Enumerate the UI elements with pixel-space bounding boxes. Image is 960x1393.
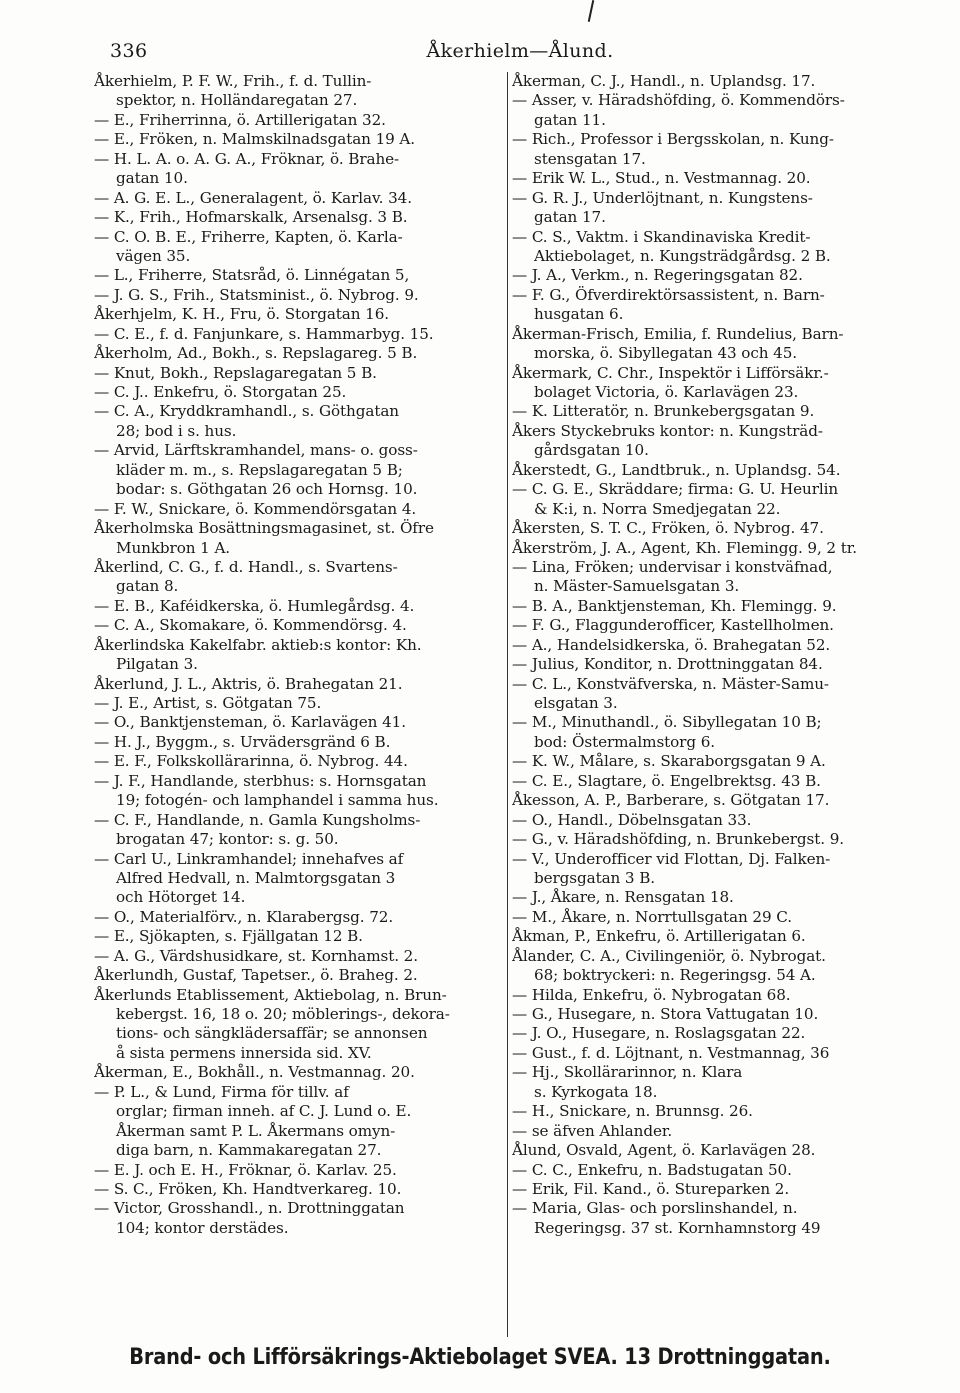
directory-entry-line: Åkerman-Frisch, Emilia, f. Rundelius, Barn-	[512, 324, 844, 343]
directory-entry-line: brogatan 47; kontor: s. g. 50.	[116, 830, 339, 849]
footer-advertisement: Brand- och Lifförsäkrings-Aktiebolaget SVEA. 13 Drottninggatan.	[129, 1345, 831, 1370]
directory-entry-line: Ålund, Osvald, Agent, ö. Karlavägen 28.	[512, 1141, 816, 1160]
directory-entry-line: Åkman, P., Enkefru, ö. Artillerigatan 6.	[512, 927, 806, 946]
directory-entry-line: — L., Friherre, Statsråd, ö. Linnégatan 5,	[94, 266, 410, 285]
directory-entry-line: morska, ö. Sibyllegatan 43 och 45.	[534, 344, 798, 363]
directory-entry-line: Munkbron 1 A.	[116, 538, 231, 557]
directory-entry-line: Åkerman, E., Bokhåll., n. Vestmannag. 20.	[94, 1063, 415, 1082]
directory-entry-line: Åkerholm, Ad., Bokh., s. Repslagareg. 5 B.	[94, 344, 418, 363]
directory-entry-line: — J. E., Artist, s. Götgatan 75.	[94, 694, 322, 712]
directory-entry-line: Åkers Styckebruks kontor: n. Kungsträd-	[512, 421, 823, 440]
directory-entry-line: — O., Materialförv., n. Klarabergsg. 72.	[94, 907, 394, 926]
directory-entry-line: — C. A., Skomakare, ö. Kommendörsg. 4.	[94, 616, 407, 635]
directory-entry-line: — Hilda, Enkefru, ö. Nybrogatan 68.	[512, 985, 791, 1004]
directory-entry-line: — E., Fröken, n. Malmskilnadsgatan 19 A.	[94, 130, 416, 149]
directory-entry-line: och Hötorget 14.	[116, 888, 246, 907]
directory-entry-line: Åkerlunds Etablissement, Aktiebolag, n. Brun-	[94, 985, 447, 1004]
directory-entry-line: stensgatan 17.	[534, 149, 646, 168]
top-margin-mark	[0, 0, 960, 30]
directory-entry-line: — A. G., Värdshusidkare, st. Kornhamst. 2.	[94, 946, 418, 965]
directory-entry-line: — F. G., Flaggunderofficer, Kastellholmen.	[512, 616, 834, 635]
directory-entry-line: 28; bod i s. hus.	[116, 421, 237, 440]
directory-entry-line: — G. R. J., Underlöjtnant, n. Kungstens-	[512, 188, 813, 207]
directory-entry-line: — J., Åkare, n. Rensgatan 18.	[512, 888, 734, 907]
directory-entry-line: — E., Friherrinna, ö. Artillerigatan 32.	[94, 110, 386, 129]
directory-entry-line: Åkerman, C. J., Handl., n. Uplandsg. 17.	[512, 72, 816, 90]
directory-entry-line: tions- och sängklädersaffär; se annonsen	[116, 1024, 428, 1043]
directory-entry-line: Åkerlindska Kakelfabr. aktieb:s kontor: Kh.	[94, 635, 422, 654]
directory-entry-line: husgatan 6.	[534, 305, 624, 324]
directory-entry-line: Åkersten, S. T. C., Fröken, ö. Nybrog. 47.	[512, 519, 824, 538]
directory-entry-line: — O., Banktjensteman, ö. Karlavägen 41.	[94, 713, 406, 732]
left-column	[94, 72, 498, 1238]
directory-entry-line: — E., Sjökapten, s. Fjällgatan 12 B.	[94, 927, 363, 946]
directory-entry-line: Ålander, C. A., Civilingeniör, ö. Nybrogat.	[512, 946, 826, 965]
directory-entry-line: — C. G. E., Skräddare; firma: G. U. Heurlin	[512, 480, 839, 499]
directory-entry-line: — A., Handelsidkerska, ö. Brahegatan 52.	[512, 635, 831, 654]
directory-entry-line: å sista permens innersida sid. XV.	[116, 1043, 372, 1062]
page-number: 336	[110, 40, 148, 62]
directory-entry-line: n. Mäster-Samuelsgatan 3.	[534, 577, 740, 596]
directory-entry-line: Regeringsg. 37 st. Kornhamnstorg 49	[534, 1218, 821, 1237]
directory-entry-line: 104; kontor derstädes.	[116, 1218, 289, 1237]
directory-entry-line: — J. G. S., Frih., Statsminist., ö. Nybrog. 9.	[94, 285, 419, 304]
directory-entry-line: — H. J., Byggm., s. Urvädersgränd 6 B.	[94, 732, 391, 751]
directory-entry-line: — S. C., Fröken, Kh. Handtverkareg. 10.	[94, 1179, 402, 1198]
directory-entry-line: — se äfven Ahlander.	[512, 1121, 673, 1140]
directory-entry-line: — Gust., f. d. Löjtnant, n. Vestmannag, 36	[512, 1043, 830, 1062]
directory-entry-line: Åkerhielm, P. F. W., Frih., f. d. Tullin-	[94, 72, 372, 90]
directory-entry-line: Pilgatan 3.	[116, 655, 198, 674]
directory-entry-line: gatan 10.	[116, 169, 188, 188]
directory-entry-line: — A. G. E. L., Generalagent, ö. Karlav. 34.	[94, 188, 412, 207]
directory-entry-line: Åkerlund, J. L., Aktris, ö. Brahegatan 21.	[94, 674, 403, 693]
directory-entry-line: Åkerstedt, G., Landtbruk., n. Uplandsg. 54.	[512, 460, 841, 479]
directory-entry-line: — J. F., Handlande, sterbhus: s. Hornsgatan	[94, 771, 427, 790]
directory-entry-line: s. Kyrkogata 18.	[534, 1082, 658, 1101]
directory-entry-line: orglar; firman inneh. af C. J. Lund o. E.	[116, 1102, 412, 1121]
directory-entry-line: — G., Husegare, n. Stora Vattugatan 10.	[512, 1005, 819, 1023]
directory-entry-line: — E. J. och E. H., Fröknar, ö. Karlav. 25.	[94, 1160, 397, 1179]
directory-entry-line: — Hj., Skollärarinnor, n. Klara	[512, 1063, 743, 1082]
directory-entry-line: Åkerström, J. A., Agent, Kh. Flemingg. 9, 2 tr.	[512, 538, 857, 557]
page-title: Åkerhielm—Ålund.	[426, 40, 614, 62]
directory-entry-line: — H., Snickare, n. Brunnsg. 26.	[512, 1102, 753, 1121]
directory-columns	[94, 72, 930, 1340]
directory-entry-line: — O., Handl., Döbelnsgatan 33.	[512, 810, 752, 829]
directory-entry-line: — K. W., Målare, s. Skaraborgsgatan 9 A.	[512, 752, 826, 771]
directory-entry-line: — Carl U., Linkramhandel; innehafves af	[94, 849, 404, 868]
directory-entry-line: — Erik W. L., Stud., n. Vestmannag. 20.	[512, 169, 811, 188]
directory-entry-line: Åkerholmska Bosättningsmagasinet, st. Öfre	[94, 519, 434, 538]
directory-entry-line: — E. B., Kaféidkerska, ö. Humlegårdsg. 4.	[94, 596, 415, 615]
directory-entry-line: spektor, n. Holländaregatan 27.	[116, 91, 358, 110]
directory-entry-line: vägen 35.	[116, 246, 191, 265]
directory-entry-line: — F. W., Snickare, ö. Kommendörsgatan 4.	[94, 499, 417, 518]
directory-entry-line: — H. L. A. o. A. G. A., Fröknar, ö. Brahe-	[94, 149, 400, 168]
directory-entry-line: — Rich., Professor i Bergsskolan, n. Kung-	[512, 130, 834, 149]
directory-entry-line: Åkerman samt P. L. Åkermans omyn-	[116, 1121, 396, 1140]
directory-entry-line: — E. F., Folkskollärarinna, ö. Nybrog. 44.	[94, 752, 408, 771]
directory-entry-line: — K. Litteratör, n. Brunkebergsgatan 9.	[512, 402, 815, 421]
directory-entry-line: — Erik, Fil. Kand., ö. Stureparken 2.	[512, 1179, 790, 1198]
directory-entry-line: Åkerhjelm, K. H., Fru, ö. Storgatan 16.	[94, 305, 390, 324]
directory-entry-line: — C. E., f. d. Fanjunkare, s. Hammarbyg. 15.	[94, 324, 434, 343]
directory-entry-line: — C. A., Kryddkramhandl., s. Göthgatan	[94, 402, 399, 421]
directory-entry-line: — G., v. Häradshöfding, n. Brunkebergst. 9.	[512, 830, 844, 849]
directory-entry-line: bolaget Victoria, ö. Karlavägen 23.	[534, 383, 799, 401]
directory-entry-line: — P. L., & Lund, Firma för tillv. af	[94, 1082, 349, 1101]
directory-entry-line: — C. F., Handlande, n. Gamla Kungsholms-	[94, 810, 421, 829]
directory-entry-line: — M., Minuthandl., ö. Sibyllegatan 10 B;	[512, 713, 822, 732]
directory-entry-line: elsgatan 3.	[534, 694, 618, 712]
right-column	[512, 72, 932, 1238]
directory-entry-line: gatan 11.	[534, 110, 606, 129]
directory-entry-line: kebergst. 16, 18 o. 20; möblerings-, dekora-	[116, 1005, 450, 1023]
directory-entry-line: & K:i, n. Norra Smedjegatan 22.	[534, 499, 781, 518]
directory-entry-line: — V., Underofficer vid Flottan, Dj. Falken-	[512, 849, 831, 868]
directory-entry-line: bergsgatan 3 B.	[534, 868, 656, 887]
directory-entry-line: — Julius, Konditor, n. Drottninggatan 84.	[512, 655, 823, 674]
directory-entry-line: 68; boktryckeri: n. Regeringsg. 54 A.	[534, 966, 816, 985]
directory-entry-line: — C. S., Vaktm. i Skandinaviska Kredit-	[512, 227, 811, 246]
directory-entry-line: — Maria, Glas- och porslinshandel, n.	[512, 1199, 798, 1218]
directory-entry-line: — Knut, Bokh., Repslagaregatan 5 B.	[94, 363, 377, 382]
directory-entry-line: — Victor, Grosshandl., n. Drottninggatan	[94, 1199, 405, 1218]
directory-entry-line: gatan 8.	[116, 577, 179, 596]
directory-entry-line: — Arvid, Lärftskramhandel, mans- o. goss-	[94, 441, 418, 460]
directory-entry-line: — K., Frih., Hofmarskalk, Arsenalsg. 3 B.	[94, 208, 408, 227]
directory-entry-line: — B. A., Banktjensteman, Kh. Flemingg. 9.	[512, 596, 837, 615]
directory-entry-line: — C. E., Slagtare, ö. Engelbrektsg. 43 B.	[512, 771, 821, 790]
directory-entry-line: Åkerlundh, Gustaf, Tapetser., ö. Braheg. 2.	[94, 966, 418, 985]
directory-entry-line: — M., Åkare, n. Norrtullsgatan 29 C.	[512, 907, 792, 926]
ink-stroke	[588, 0, 595, 22]
directory-entry-line: Åkesson, A. P., Barberare, s. Götgatan 17.	[512, 791, 830, 810]
directory-entry-line: — F. G., Öfverdirektörsassistent, n. Barn-	[512, 285, 825, 304]
page-header	[110, 40, 930, 64]
directory-entry-line: Åkermark, C. Chr., Inspektör i Lifförsäkr.-	[512, 363, 829, 382]
directory-entry-line: 19; fotogén- och lamphandel i samma hus.	[116, 791, 439, 810]
directory-entry-line: — J. O., Husegare, n. Roslagsgatan 22.	[512, 1024, 806, 1043]
directory-entry-line: kläder m. m., s. Repslagaregatan 5 B;	[116, 460, 403, 479]
directory-entry-line: bod: Östermalmstorg 6.	[534, 732, 715, 751]
directory-entry-line: diga barn, n. Kammakaregatan 27.	[116, 1141, 382, 1160]
directory-entry-line: gårdsgatan 10.	[534, 441, 649, 460]
directory-entry-line: gatan 17.	[534, 208, 606, 227]
directory-entry-line: — C. O. B. E., Friherre, Kapten, ö. Karla-	[94, 227, 403, 246]
directory-entry-line: Åkerlind, C. G., f. d. Handl., s. Svartens-	[94, 557, 398, 576]
directory-entry-line: — Asser, v. Häradshöfding, ö. Kommendörs-	[512, 91, 845, 110]
directory-entry-line: — C. C., Enkefru, n. Badstugatan 50.	[512, 1160, 792, 1179]
directory-entry-line: — C. J.. Enkefru, ö. Storgatan 25.	[94, 383, 347, 401]
directory-entry-line: — J. A., Verkm., n. Regeringsgatan 82.	[512, 266, 803, 285]
directory-entry-line: — Lina, Fröken; undervisar i konstväfnad,	[512, 557, 833, 576]
directory-entry-line: Alfred Hedvall, n. Malmtorgsgatan 3	[116, 868, 396, 887]
directory-entry-line: bodar: s. Göthgatan 26 och Hornsg. 10.	[116, 480, 418, 499]
directory-entry-line: Aktiebolaget, n. Kungsträdgårdsg. 2 B.	[534, 246, 831, 265]
directory-entry-line: — C. L., Konstväfverska, n. Mäster-Samu-	[512, 674, 829, 693]
